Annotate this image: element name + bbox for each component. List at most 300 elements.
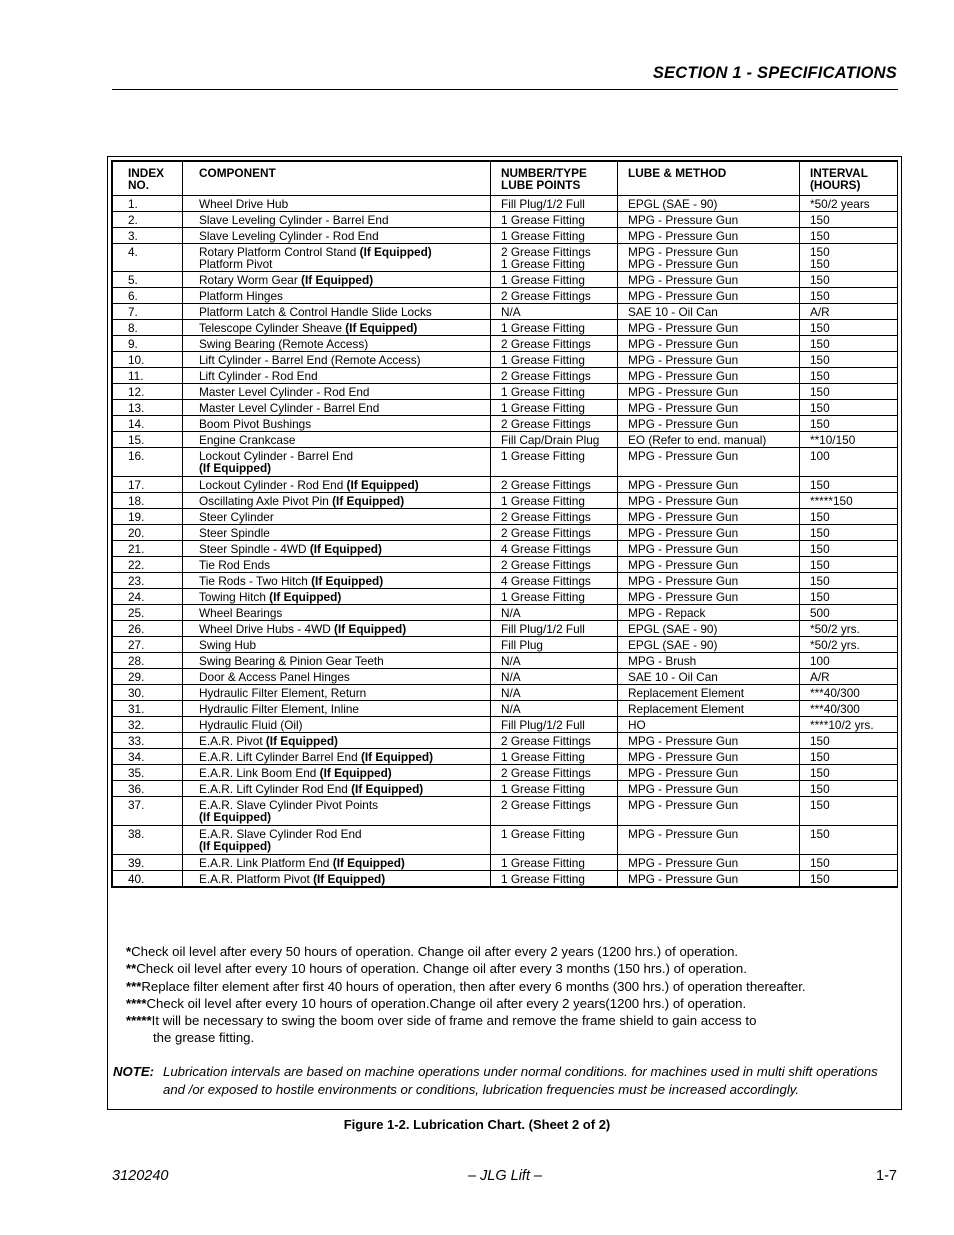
component-qualifier: (If Equipped) — [346, 478, 419, 492]
cell-index — [113, 384, 183, 400]
lube-points-text: 2 Grease Fittings — [501, 337, 591, 351]
col-header-index — [113, 162, 183, 196]
col-header-number — [491, 162, 618, 196]
cell-lube-points — [491, 384, 618, 400]
lube-points-text: N/A — [501, 702, 521, 716]
table-row — [113, 477, 898, 493]
cell-component — [183, 304, 491, 320]
cell-lube-points — [491, 541, 618, 557]
cell-component — [183, 493, 491, 509]
cell-interval — [800, 288, 898, 304]
table-row — [113, 637, 898, 653]
component-qualifier: (If Equipped) — [311, 574, 384, 588]
index-text: 9. — [128, 337, 138, 351]
interval-text: 150 — [810, 766, 830, 780]
lube-points-text: 1 Grease Fitting — [501, 321, 585, 335]
index-text: 23. — [128, 574, 145, 588]
component-line1 — [199, 495, 486, 507]
cell-lube-method — [618, 272, 800, 288]
lube-method-text: MPG - Pressure Gun — [628, 872, 739, 886]
component-qualifier: (If Equipped) — [345, 321, 418, 335]
component-line1 — [199, 751, 486, 763]
col-header-index-line2: NO. — [128, 178, 149, 192]
section-title: SECTION 1 - SPECIFICATIONS — [652, 64, 897, 82]
interval-text: A/R — [810, 670, 830, 684]
note-label: NOTE: — [113, 1064, 155, 1079]
table-row — [113, 589, 898, 605]
index-text: 32. — [128, 718, 145, 732]
interval-text: 150 — [810, 401, 830, 415]
component-line1 — [199, 543, 486, 555]
table-row — [113, 272, 898, 288]
interval-text: 150 — [810, 321, 830, 335]
cell-index — [113, 797, 183, 826]
cell-interval — [800, 304, 898, 320]
note-text: Lubrication intervals are based on machine operations under normal conditions. for machines used in multi shift operations and /or exposed to hostile environments or conditions, lubrication frequencies must be increased accordingly. — [163, 1064, 878, 1097]
component-text: Steer Spindle — [199, 526, 270, 540]
cell-component — [183, 525, 491, 541]
cell-component — [183, 701, 491, 717]
cell-component — [183, 336, 491, 352]
component-line1 — [199, 719, 486, 731]
cell-interval — [800, 400, 898, 416]
cell-index — [113, 701, 183, 717]
component-qualifier: (If Equipped) — [313, 872, 386, 886]
cell-interval — [800, 336, 898, 352]
index-text: 36. — [128, 782, 145, 796]
component-text: Steer Cylinder — [199, 510, 274, 524]
interval-text: 150 — [810, 827, 830, 841]
lube-method-text-2: MPG - Pressure Gun — [628, 257, 739, 271]
lube-points-text: 2 Grease Fittings — [501, 798, 591, 812]
component-line1 — [199, 527, 486, 539]
cell-lube-points — [491, 717, 618, 733]
cell-component — [183, 717, 491, 733]
component-qualifier-line2: (If Equipped) — [199, 461, 272, 475]
component-text: Platform Hinges — [199, 289, 283, 303]
cell-lube-points — [491, 557, 618, 573]
cell-lube-method — [618, 384, 800, 400]
lube-method-text: MPG - Pressure Gun — [628, 526, 739, 540]
cell-index — [113, 416, 183, 432]
cell-component — [183, 432, 491, 448]
cell-component — [183, 855, 491, 871]
cell-interval — [800, 637, 898, 653]
cell-interval — [800, 685, 898, 701]
cell-lube-method — [618, 669, 800, 685]
lube-points-text: 2 Grease Fittings — [501, 245, 591, 259]
lube-method-text: Replacement Element — [628, 686, 745, 700]
index-text: 19. — [128, 510, 145, 524]
cell-lube-method — [618, 336, 800, 352]
component-qualifier: (If Equipped) — [319, 766, 392, 780]
cell-lube-method — [618, 400, 800, 416]
interval-text: 150 — [810, 526, 830, 540]
footnote-text: Check oil level after every 10 hours of operation.Change oil after every 2 years(1200 hrs.) of operation. — [146, 995, 747, 1011]
cell-index — [113, 509, 183, 525]
col-header-component: COMPONENT — [183, 162, 491, 196]
cell-index — [113, 400, 183, 416]
lube-points-text: 1 Grease Fitting — [501, 273, 585, 287]
component-line1 — [199, 479, 486, 491]
component-text: Slave Leveling Cylinder - Rod End — [199, 229, 379, 243]
cell-component — [183, 605, 491, 621]
cell-interval — [800, 493, 898, 509]
cell-component — [183, 589, 491, 605]
index-text: 12. — [128, 385, 145, 399]
index-text: 5. — [128, 273, 138, 287]
index-text: 39. — [128, 856, 145, 870]
interval-text: 150 — [810, 245, 830, 259]
index-text: 26. — [128, 622, 145, 636]
table-row — [113, 368, 898, 384]
footnote-text: Check oil level after every 50 hours of operation. Change oil after every 2 years (1200 hrs.) of operation. — [131, 944, 739, 959]
cell-component — [183, 400, 491, 416]
table-row — [113, 304, 898, 320]
lube-method-text: MPG - Pressure Gun — [628, 510, 739, 524]
cell-lube-points — [491, 228, 618, 244]
component-line1 — [199, 671, 486, 683]
component-text: E.A.R. Link Platform End — [199, 856, 330, 870]
cell-lube-method — [618, 244, 800, 272]
cell-lube-method — [618, 212, 800, 228]
component-line1 — [199, 511, 486, 523]
component-line1 — [199, 290, 486, 302]
lube-method-text: SAE 10 - Oil Can — [628, 305, 718, 319]
component-line1 — [199, 230, 486, 242]
table-row — [113, 573, 898, 589]
lube-method-text: MPG - Pressure Gun — [628, 750, 739, 764]
cell-interval — [800, 541, 898, 557]
component-line1 — [199, 591, 486, 603]
component-qualifier-line2: (If Equipped) — [199, 839, 272, 853]
table-row — [113, 244, 898, 272]
lubrication-table-body — [113, 196, 898, 887]
interval-text: 150 — [810, 734, 830, 748]
footnote-text: Check oil level after every 10 hours of operation. Change oil after every 3 months (150 hrs.) of operation. — [136, 961, 747, 977]
cell-interval — [800, 525, 898, 541]
lube-method-text: MPG - Pressure Gun — [628, 856, 739, 870]
cell-index — [113, 621, 183, 637]
lube-points-text: N/A — [501, 670, 521, 684]
lube-points-text-2: 1 Grease Fitting — [501, 257, 585, 271]
col-header-number-line2: LUBE POINTS — [501, 178, 581, 192]
cell-component — [183, 196, 491, 212]
cell-interval — [800, 368, 898, 384]
table-row — [113, 541, 898, 557]
index-text: 24. — [128, 590, 145, 604]
footnote — [126, 943, 886, 960]
component-text: E.A.R. Slave Cylinder Rod End — [199, 827, 362, 841]
table-row — [113, 336, 898, 352]
cell-lube-points — [491, 336, 618, 352]
cell-interval — [800, 871, 898, 887]
lube-method-text: MPG - Pressure Gun — [628, 542, 739, 556]
index-text: 2. — [128, 213, 138, 227]
table-row — [113, 416, 898, 432]
interval-text: ***40/300 — [810, 686, 860, 700]
cell-index — [113, 320, 183, 336]
cell-index — [113, 605, 183, 621]
index-text: 25. — [128, 606, 145, 620]
lube-method-text: MPG - Pressure Gun — [628, 337, 739, 351]
lube-method-text: SAE 10 - Oil Can — [628, 670, 718, 684]
table-row — [113, 653, 898, 669]
lube-points-text: 1 Grease Fitting — [501, 750, 585, 764]
component-line1 — [199, 274, 486, 286]
table-row — [113, 493, 898, 509]
cell-interval — [800, 701, 898, 717]
lube-points-text: 1 Grease Fitting — [501, 856, 585, 870]
lube-points-text: 1 Grease Fitting — [501, 353, 585, 367]
figure-caption: Figure 1-2. Lubrication Chart. (Sheet 2 of 2) — [343, 1117, 611, 1132]
cell-index — [113, 685, 183, 701]
index-text: 4. — [128, 245, 138, 259]
cell-interval — [800, 448, 898, 477]
cell-interval — [800, 509, 898, 525]
col-header-lube: LUBE & METHOD — [618, 162, 800, 196]
cell-index — [113, 871, 183, 887]
cell-lube-method — [618, 493, 800, 509]
component-text: Wheel Bearings — [199, 606, 283, 620]
component-text: Swing Bearing & Pinion Gear Teeth — [199, 654, 384, 668]
lube-points-text: 4 Grease Fittings — [501, 542, 591, 556]
component-line1 — [199, 703, 486, 715]
cell-component — [183, 573, 491, 589]
lube-method-text: MPG - Pressure Gun — [628, 369, 739, 383]
component-text: Swing Bearing (Remote Access) — [199, 337, 369, 351]
component-text: E.A.R. Pivot — [199, 734, 263, 748]
interval-text: *50/2 years — [810, 197, 870, 211]
cell-component — [183, 368, 491, 384]
cell-interval — [800, 196, 898, 212]
cell-component — [183, 765, 491, 781]
component-text: E.A.R. Platform Pivot — [199, 872, 310, 886]
footnote-marker: ** — [126, 961, 137, 977]
header-rule — [112, 89, 898, 90]
interval-text: 100 — [810, 654, 830, 668]
lube-points-text: 1 Grease Fitting — [501, 229, 585, 243]
cell-component — [183, 733, 491, 749]
component-text: Steer Spindle - 4WD — [199, 542, 307, 556]
cell-lube-method — [618, 368, 800, 384]
lube-points-text: 1 Grease Fitting — [501, 385, 585, 399]
lube-method-text: MPG - Pressure Gun — [628, 766, 739, 780]
component-line1 — [199, 857, 486, 869]
lube-method-text: MPG - Pressure Gun — [628, 734, 739, 748]
interval-text: 150 — [810, 856, 830, 870]
footnote-text: It will be necessary to swing the boom over side of frame and remove the frame shield to gain access to — [151, 1013, 757, 1029]
interval-text: 150 — [810, 872, 830, 886]
index-text: 14. — [128, 417, 145, 431]
cell-index — [113, 573, 183, 589]
cell-component — [183, 352, 491, 368]
component-line1 — [199, 370, 486, 382]
cell-lube-points — [491, 621, 618, 637]
cell-lube-method — [618, 589, 800, 605]
component-text: E.A.R. Slave Cylinder Pivot Points — [199, 798, 378, 812]
footnote-marker: *** — [126, 978, 142, 994]
interval-text: 150 — [810, 750, 830, 764]
interval-text: 150 — [810, 353, 830, 367]
cell-lube-method — [618, 621, 800, 637]
cell-interval — [800, 669, 898, 685]
cell-index — [113, 228, 183, 244]
cell-component — [183, 212, 491, 228]
cell-component — [183, 871, 491, 887]
cell-lube-points — [491, 749, 618, 765]
index-text: 6. — [128, 289, 138, 303]
lube-points-text: N/A — [501, 305, 521, 319]
cell-interval — [800, 653, 898, 669]
cell-lube-points — [491, 525, 618, 541]
interval-text: 150 — [810, 337, 830, 351]
cell-lube-method — [618, 797, 800, 826]
interval-text: 150 — [810, 574, 830, 588]
cell-lube-points — [491, 493, 618, 509]
cell-index — [113, 432, 183, 448]
col-header-interval — [800, 162, 898, 196]
interval-text: ***40/300 — [810, 702, 860, 716]
component-text: E.A.R. Lift Cylinder Barrel End — [199, 750, 358, 764]
lube-points-text: N/A — [501, 654, 521, 668]
lube-method-text: HO — [628, 718, 646, 732]
table-row — [113, 228, 898, 244]
cell-lube-points — [491, 871, 618, 887]
cell-lube-method — [618, 749, 800, 765]
table-row — [113, 352, 898, 368]
index-text: 17. — [128, 478, 145, 492]
cell-interval — [800, 717, 898, 733]
component-text: Slave Leveling Cylinder - Barrel End — [199, 213, 389, 227]
footer-page-number: 1-7 — [876, 1168, 897, 1184]
index-text: 7. — [128, 305, 138, 319]
table-row — [113, 855, 898, 871]
cell-index — [113, 855, 183, 871]
cell-index — [113, 717, 183, 733]
lube-method-text: MPG - Pressure Gun — [628, 401, 739, 415]
cell-index — [113, 765, 183, 781]
cell-lube-points — [491, 573, 618, 589]
component-text: Wheel Drive Hubs - 4WD — [199, 622, 331, 636]
cell-lube-method — [618, 653, 800, 669]
interval-text: 150 — [810, 417, 830, 431]
note-block — [113, 1063, 898, 1099]
table-row — [113, 621, 898, 637]
cell-index — [113, 653, 183, 669]
cell-component — [183, 509, 491, 525]
index-text: 40. — [128, 872, 145, 886]
component-line1 — [199, 402, 486, 414]
lubrication-chart-frame — [107, 156, 902, 1110]
cell-interval — [800, 749, 898, 765]
cell-component — [183, 541, 491, 557]
cell-lube-points — [491, 781, 618, 797]
cell-index — [113, 826, 183, 855]
lube-method-text: EPGL (SAE - 90) — [628, 197, 718, 211]
cell-index — [113, 288, 183, 304]
cell-index — [113, 477, 183, 493]
lube-method-text: MPG - Pressure Gun — [628, 798, 739, 812]
footnote — [126, 1012, 886, 1029]
lube-method-text: MPG - Brush — [628, 654, 697, 668]
table-row — [113, 557, 898, 573]
cell-lube-points — [491, 685, 618, 701]
cell-component — [183, 477, 491, 493]
lube-points-text: 2 Grease Fittings — [501, 510, 591, 524]
index-text: 35. — [128, 766, 145, 780]
table-row — [113, 288, 898, 304]
lube-points-text: 2 Grease Fittings — [501, 289, 591, 303]
cell-lube-points — [491, 477, 618, 493]
interval-text: 500 — [810, 606, 830, 620]
cell-lube-points — [491, 765, 618, 781]
footnote-text: Replace filter element after first 40 hours of operation, then after every 6 months (300 hrs.) of operation thereafter. — [141, 978, 806, 994]
cell-lube-method — [618, 525, 800, 541]
component-text: Swing Hub — [199, 638, 257, 652]
cell-lube-method — [618, 871, 800, 887]
lube-points-text: 4 Grease Fittings — [501, 574, 591, 588]
component-text: Oscillating Axle Pivot Pin — [199, 494, 329, 508]
index-text: 16. — [128, 449, 145, 463]
component-text: Hydraulic Filter Element, Inline — [199, 702, 359, 716]
component-text: Engine Crankcase — [199, 433, 296, 447]
table-row — [113, 781, 898, 797]
interval-text: 150 — [810, 289, 830, 303]
cell-index — [113, 448, 183, 477]
table-row — [113, 384, 898, 400]
table-row — [113, 448, 898, 477]
cell-component — [183, 288, 491, 304]
cell-lube-points — [491, 304, 618, 320]
cell-index — [113, 212, 183, 228]
cell-component — [183, 797, 491, 826]
cell-index — [113, 244, 183, 272]
cell-lube-points — [491, 368, 618, 384]
cell-lube-method — [618, 557, 800, 573]
lube-points-text: Fill Plug/1/2 Full — [501, 197, 585, 211]
cell-lube-method — [618, 605, 800, 621]
interval-text: 150 — [810, 590, 830, 604]
cell-interval — [800, 320, 898, 336]
lube-method-text: MPG - Pressure Gun — [628, 385, 739, 399]
index-text: 11. — [128, 369, 144, 383]
lube-method-text: MPG - Pressure Gun — [628, 590, 739, 604]
cell-component — [183, 749, 491, 765]
table-row — [113, 733, 898, 749]
lube-method-text: MPG - Pressure Gun — [628, 245, 739, 259]
cell-interval — [800, 416, 898, 432]
table-row — [113, 525, 898, 541]
index-text: 37. — [128, 798, 145, 812]
interval-text: A/R — [810, 305, 830, 319]
lube-points-text: 2 Grease Fittings — [501, 558, 591, 572]
index-text: 27. — [128, 638, 145, 652]
lube-method-text: MPG - Pressure Gun — [628, 353, 739, 367]
cell-interval — [800, 589, 898, 605]
component-line1 — [199, 873, 486, 885]
table-row — [113, 605, 898, 621]
cell-lube-method — [618, 541, 800, 557]
cell-index — [113, 525, 183, 541]
cell-component — [183, 557, 491, 573]
cell-index — [113, 669, 183, 685]
interval-text: *****150 — [810, 494, 853, 508]
table-row — [113, 797, 898, 826]
cell-lube-method — [618, 416, 800, 432]
lube-points-text: 2 Grease Fittings — [501, 369, 591, 383]
component-text: Tie Rod Ends — [199, 558, 271, 572]
